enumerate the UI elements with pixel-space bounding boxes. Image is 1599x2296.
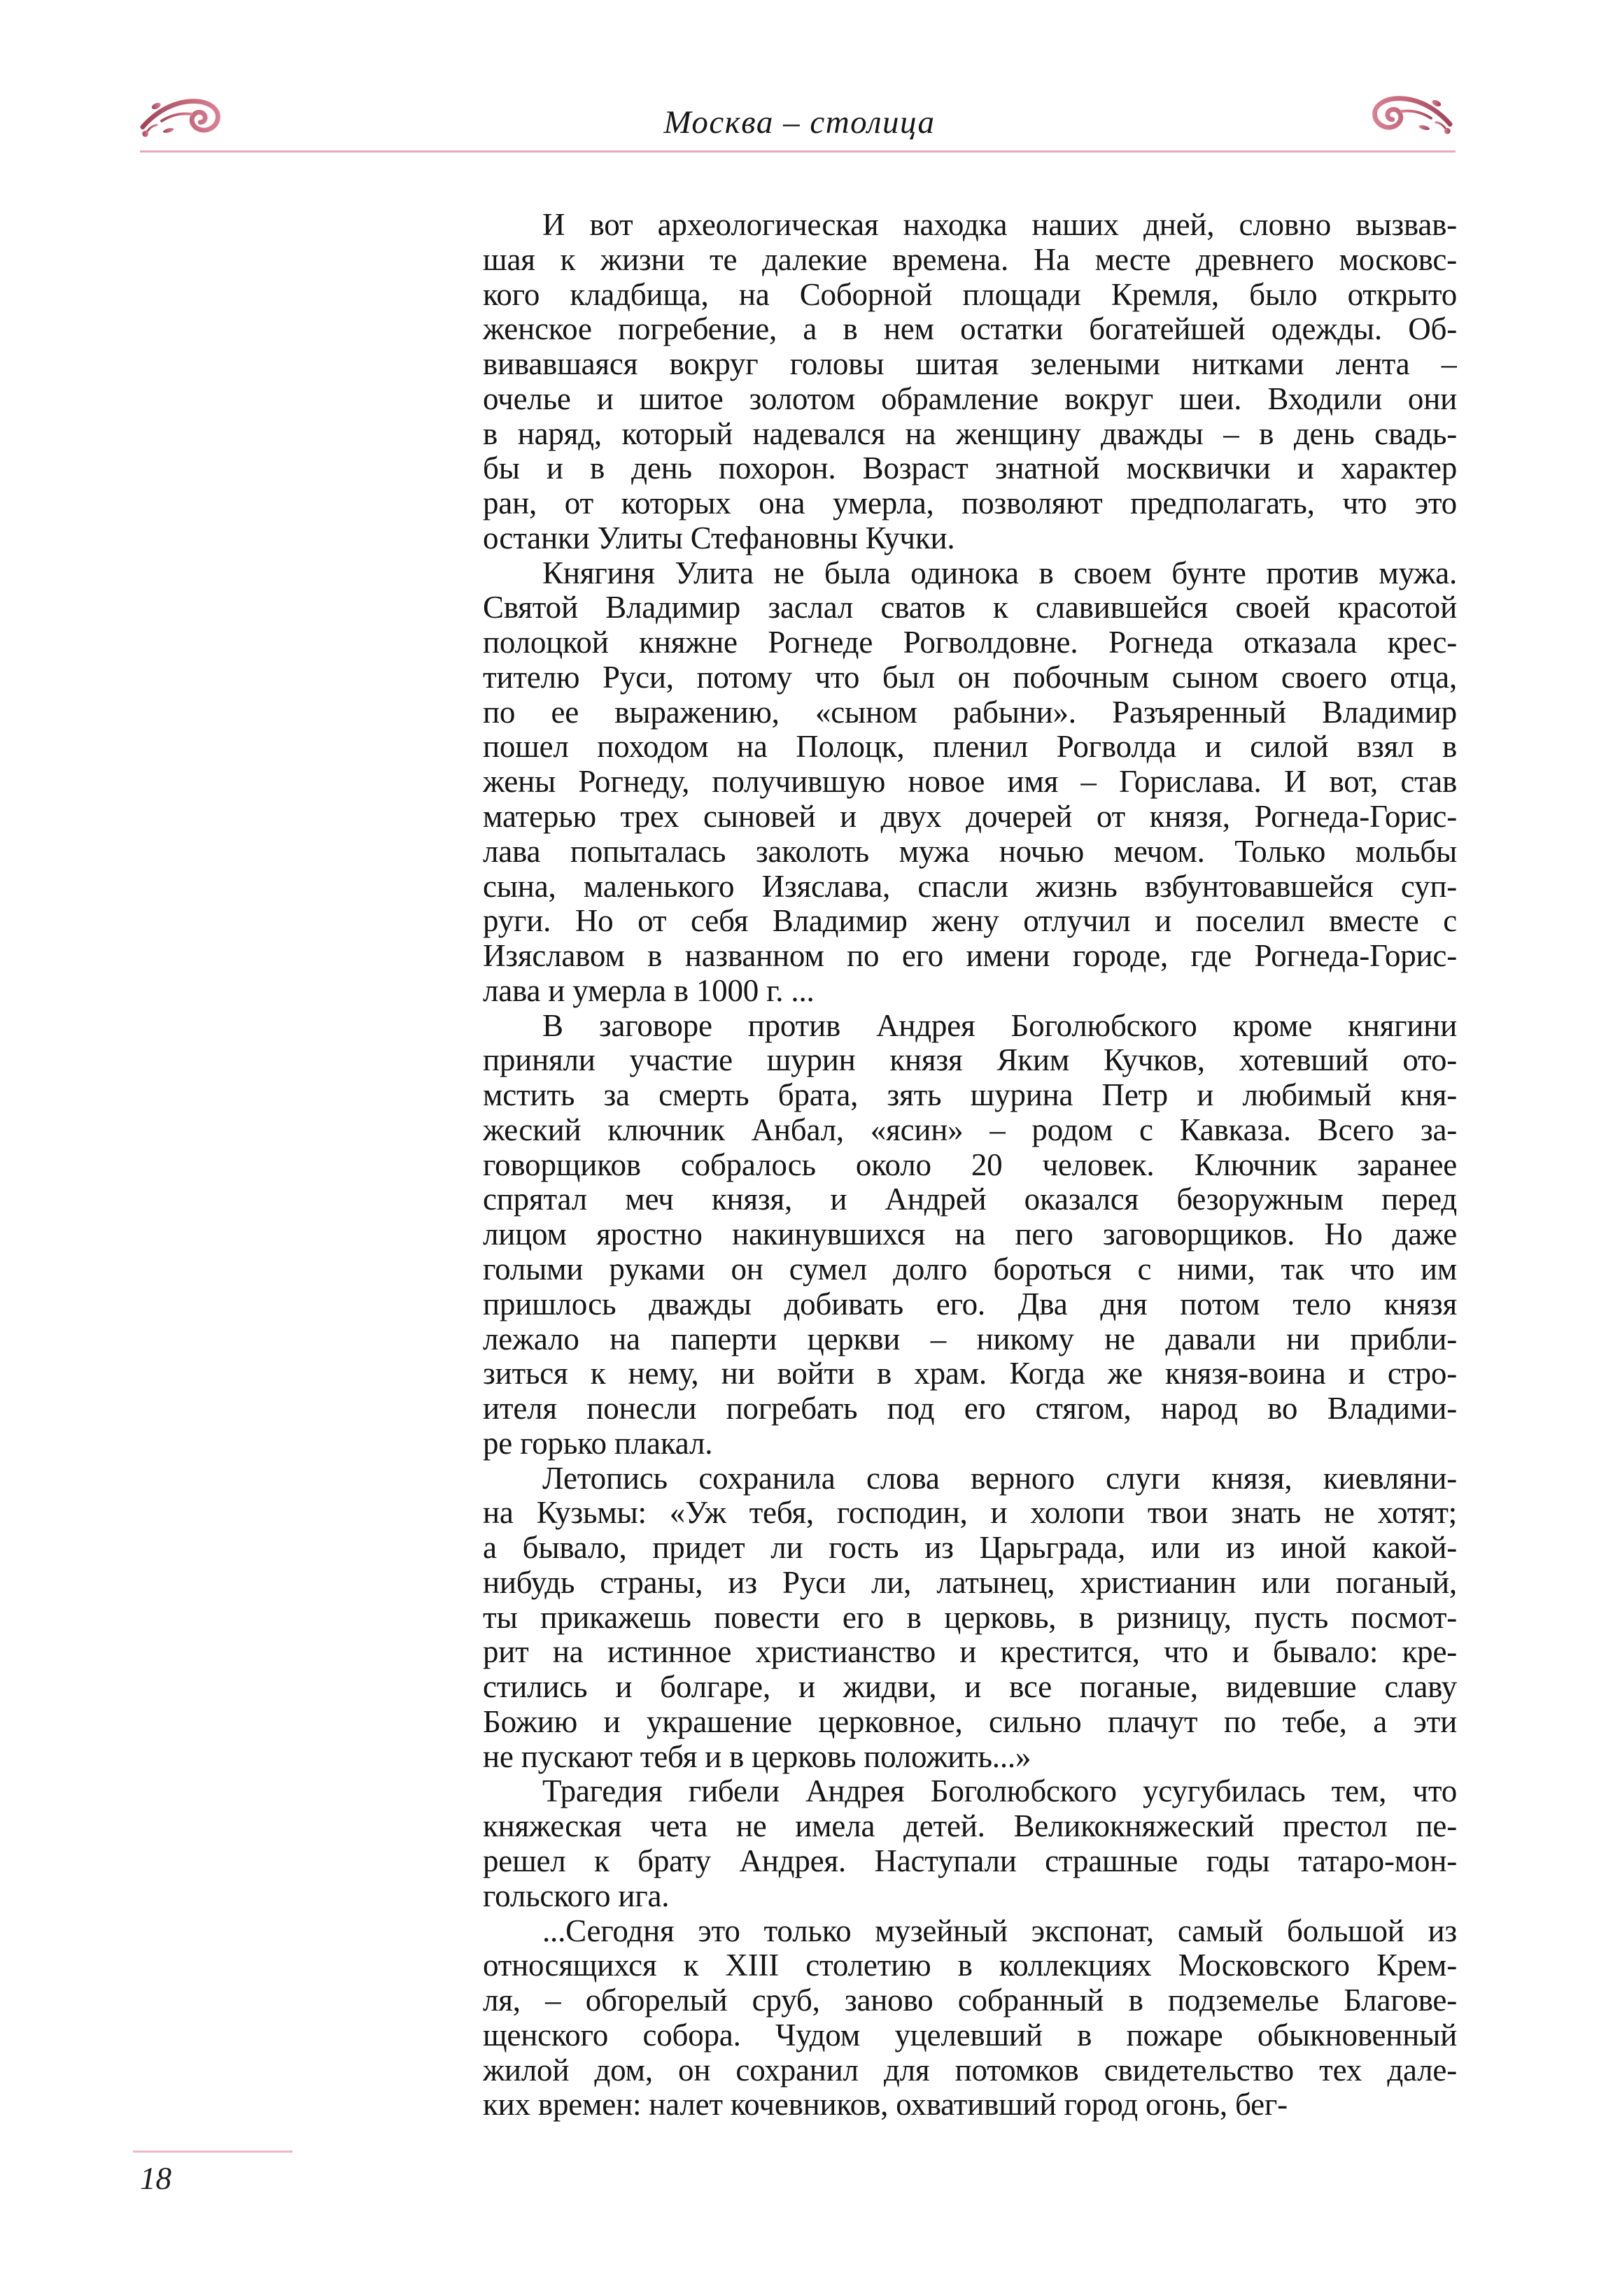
header-rule [140, 150, 1456, 153]
text-line: Святой Владимир заслал сватов к славившейся своей красотой [483, 590, 1457, 625]
text-line: жилой дом, он сохранил для потомков свидетельство тех дале- [483, 2053, 1457, 2088]
text-line: решел к брату Андрея. Наступали страшные годы татаро-мон- [483, 1843, 1457, 1878]
text-line: кого кладбища, на Соборной площади Кремля, было открыто [483, 277, 1457, 312]
paragraph [483, 1461, 1457, 1775]
text-line: ля, – обгорелый сруб, заново собранный в подземелье Благове- [483, 1983, 1457, 2018]
text-line: лава и умерла в 1000 г. ... [483, 973, 815, 1008]
text-line: шая к жизни те далекие времена. На месте древнего московс- [483, 242, 1457, 277]
text-line: нибудь страны, из Руси ли, латынец, христианин или поганый, [483, 1565, 1457, 1600]
text-line: спрятал меч князя, и Андрей оказался безоружным перед [483, 1182, 1457, 1217]
text-line: Княгиня Улита не была одинока в своем бунте против мужа. [542, 555, 1457, 590]
text-line: говорщиков собралось около 20 человек. Ключник заранее [483, 1147, 1457, 1182]
text-line: жеский ключник Анбал, «ясин» – родом с Кавказа. Всего за- [483, 1112, 1457, 1147]
text-line: ...Сегодня это только музейный экспонат, самый большой из [542, 1913, 1457, 1948]
running-header-title: Москва – столица [663, 104, 936, 141]
text-line: Божию и украшение церковное, сильно плачут по тебе, а эти [483, 1704, 1457, 1739]
text-line: в наряд, который надевался на женщину дважды – в день свадь- [483, 416, 1457, 451]
paragraph [483, 556, 1457, 1009]
text-line: жены Рогнеду, получившую новое имя – Горислава. И вот, став [483, 765, 1457, 800]
footer-rule [133, 2150, 293, 2153]
text-line: относящихся к XIII столетию в коллекциях Московского Крем- [483, 1948, 1457, 1983]
text-line: на Кузьмы: «Уж тебя, господин, и холопи твои знать не хотят; [483, 1496, 1457, 1531]
text-line: женское погребение, а в нем остатки богатейшей одежды. Об- [483, 312, 1457, 347]
text-line: лежало на паперти церкви – никому не давали ни прибли- [483, 1321, 1457, 1356]
text-line: приняли участие шурин князя Яким Кучков, хотевший ото- [483, 1043, 1457, 1078]
text-line: стились и болгаре, и жидви, и все поганые, видевшие славу [483, 1670, 1457, 1705]
paragraph [483, 1914, 1457, 2123]
text-line: щенского собора. Чудом уцелевший в пожаре обыкновенный [483, 2018, 1457, 2053]
text-line: ких времен: налет кочевников, охвативший город огонь, бег- [483, 2088, 1288, 2123]
text-line: а бывало, придет ли гость из Царьграда, или из иной какой- [483, 1531, 1457, 1566]
text-line: сына, маленького Изяслава, спасли жизнь взбунтовавшейся суп- [483, 869, 1457, 904]
text-line: Летопись сохранила слова верного слуги князя, киевляни- [542, 1461, 1457, 1496]
text-line: И вот археологическая находка наших дней, словно вызвав- [542, 208, 1457, 242]
text-line: тителю Руси, потому что был он побочным сыном своего отца, [483, 660, 1457, 695]
text-line: лава попыталась заколоть мужа ночью мечом. Только мольбы [483, 834, 1457, 869]
text-line: руги. Но от себя Владимир жену отлучил и поселил вместе с [483, 904, 1457, 939]
text-line: матерью трех сыновей и двух дочерей от князя, Рогнеда-Горис- [483, 800, 1457, 835]
text-line: лицом яростно накинувшихся на пего заговорщиков. Но даже [483, 1217, 1457, 1252]
paragraph [483, 208, 1457, 556]
text-line: не пускают тебя и в церковь положить...» [483, 1739, 1031, 1774]
text-line: мстить за смерть брата, зять шурина Петр и любимый кня- [483, 1078, 1457, 1113]
page-number: 18 [140, 2161, 171, 2196]
text-line: ран, от которых она умерла, позволяют предполагать, что это [483, 486, 1457, 521]
text-line: пришлось дважды добивать его. Два дня потом тело князя [483, 1287, 1457, 1321]
text-line: зиться к нему, ни войти в храм. Когда же князя-воина и стро- [483, 1356, 1457, 1391]
text-line: Трагедия гибели Андрея Боголюбского усугубилась тем, что [542, 1774, 1457, 1809]
text-line: Изяславом в названном по его имени городе, где Рогнеда-Горис- [483, 939, 1457, 974]
body-text [483, 208, 1457, 2123]
text-line: ре горько плакал. [483, 1426, 713, 1461]
flourish-ornament-right-icon [1366, 91, 1454, 140]
text-line: ителя понесли погребать под его стягом, народ во Владими- [483, 1391, 1457, 1426]
text-line: вивавшаяся вокруг головы шитая зелеными нитками лента – [483, 347, 1457, 382]
text-line: голыми руками он сумел долго бороться с ними, так что им [483, 1252, 1457, 1287]
text-line: гольского ига. [483, 1878, 670, 1913]
text-line: рит на истинное христианство и крестится, что и бывало: кре- [483, 1635, 1457, 1670]
text-line: пошел походом на Полоцк, пленил Рогволда и силой взял в [483, 730, 1457, 765]
text-line: очелье и шитое золотом обрамление вокруг шеи. Входили они [483, 381, 1457, 416]
text-line: бы и в день похорон. Возраст знатной москвички и характер [483, 451, 1457, 486]
text-line: останки Улиты Стефановны Кучки. [483, 520, 955, 555]
paragraph [483, 1009, 1457, 1461]
text-line: княжеская чета не имела детей. Великокняжеский престол пе- [483, 1809, 1457, 1844]
text-line: ты прикажешь повести его в церковь, в ризницу, пусть посмот- [483, 1600, 1457, 1635]
text-line: полоцкой княжне Рогнеде Рогволдовне. Рогнеда отказала крес- [483, 625, 1457, 660]
text-line: по ее выражению, «сыном рабыни». Разъяренный Владимир [483, 695, 1457, 730]
paragraph [483, 1774, 1457, 1913]
text-line: В заговоре против Андрея Боголюбского кроме княгини [542, 1008, 1457, 1043]
